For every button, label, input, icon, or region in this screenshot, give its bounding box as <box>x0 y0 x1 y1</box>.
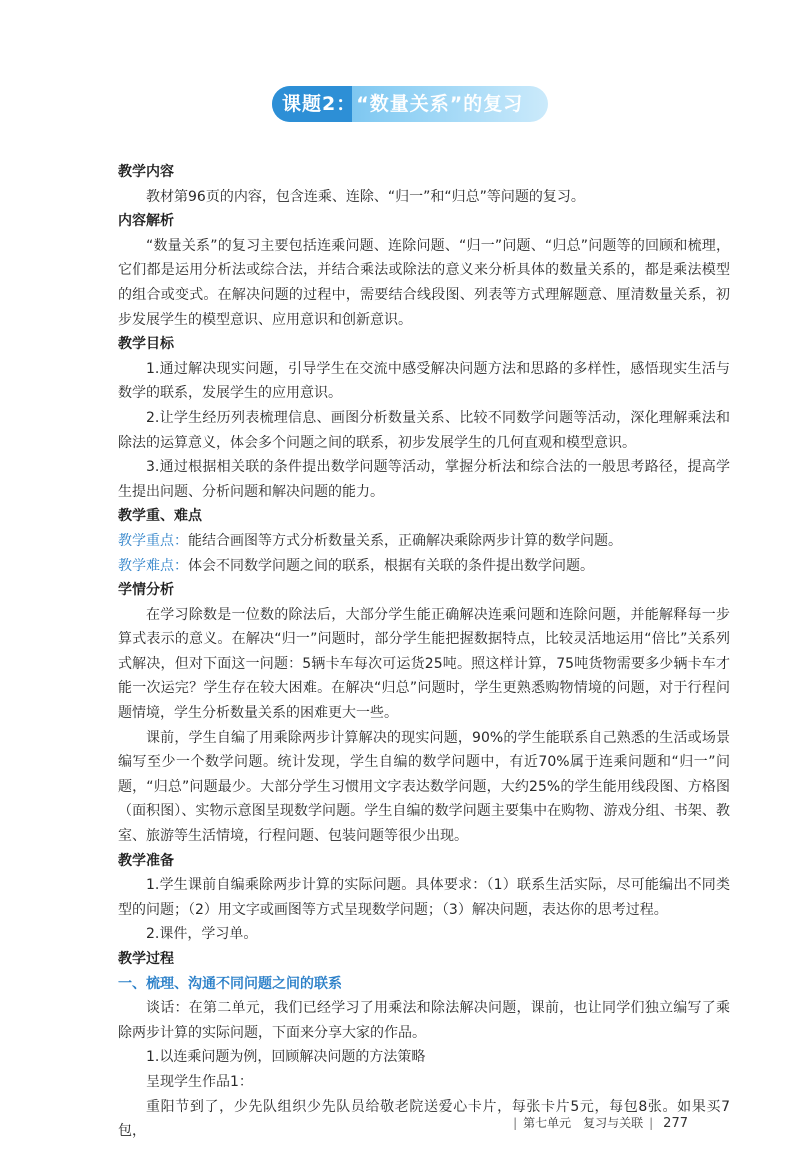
footer-divider: | <box>513 1116 518 1130</box>
content-text: 教材第96页的内容，包含连乘、连除、“归一”和“归总”等问题的复习。 <box>146 188 585 205</box>
work-text: 重阳节到了，少先队组织少先队员给敬老院送爱心卡片，每张卡片5元，每包8张。如果买7包， <box>118 1098 730 1140</box>
difficulty-label: 教学难点： <box>118 557 188 574</box>
learner-paragraph: 课前，学生自编了用乘除两步计算解决的现实问题，90%的学生能联系自己熟悉的生活或场景编写至少一个数学问题。统计发现，学生自编的数学问题中，有近70%属于连乘问题和“归一”问题，“归总”问题最少。大部分学生习惯用文字表达数学问题，大约25%的学生能用线段图、方格图（面积图）、实物示意图呈现数学问题。学生自编的数学问题主要集中在购物、游戏分组、书架、教室、旅游等生活情境，行程问题、包装问题等很少出现。 <box>118 729 730 845</box>
lesson-title: 课题2：“数量关系”的复习 <box>282 93 524 115</box>
footer-unit: 第七单元 复习与关联 <box>523 1116 644 1130</box>
prep-item: 2.课件，学习单。 <box>146 926 258 943</box>
talk-text: 谈话：在第二单元，我们已经学习了用乘法和除法解决问题，课前，也让同学们独立编写了乘除两步计算的实际问题，下面来分享大家的作品。 <box>118 1000 730 1041</box>
section-heading-learner: 学情分析 <box>118 582 174 599</box>
difficulty-text: 体会不同数学问题之间的联系，根据有关联的条件提出数学问题。 <box>188 557 594 574</box>
key-point-text: 能结合画图等方式分析数量关系，正确解决乘除两步计算的数学问题。 <box>188 532 622 549</box>
section-heading-goals: 教学目标 <box>118 336 174 353</box>
analysis-text: “数量关系”的复习主要包括连乘问题、连除问题、“归一”问题、“归总”问题等的回顾和梳理，它们都是运用分析法或综合法，并结合乘法或除法的意义来分析具体的数量关系的，都是乘法模型的组合或变式。在解决问题的过程中，需要结合线段图、列表等方式理解题意、厘清数量关系，初步发展学生的模型意识、应用意识和创新意识。 <box>118 237 730 328</box>
page-body <box>118 160 730 1144</box>
difficulty-point <box>118 554 730 579</box>
footer-divider: | <box>649 1116 654 1130</box>
section-heading-analysis: 内容解析 <box>118 213 174 230</box>
goal-item: 2.让学生经历列表梳理信息、画图分析数量关系、比较不同数学问题等活动，深化理解乘法和除法的运算意义，体会多个问题之间的联系，初步发展学生的几何直观和模型意识。 <box>118 409 730 451</box>
section-heading-process: 教学过程 <box>118 951 174 967</box>
learner-paragraph: 在学习除数是一位数的除法后，大部分学生能正确解决连乘问题和连除问题，并能解释每一步算式表示的意义。在解决“归一”问题时，部分学生能把握数据特点，比较灵活地运用“倍比”关系列式解决，但对下面这一问题：5辆卡车每次可运货25吨。照这样计算，75吨货物需要多少辆卡车才能一次运完？学生存在较大困难。在解决“归总”问题时，学生更熟悉购物情境的问题，对于行程问题情境，学生分析数量关系的困难更大一些。 <box>118 606 730 722</box>
goal-item: 3.通过根据相关联的条件提出数学问题等活动，掌握分析法和综合法的一般思考路径，提高学生提出问题、分析问题和解决问题的能力。 <box>118 459 730 500</box>
key-point-label: 教学重点： <box>118 532 188 549</box>
section-heading-prep: 教学准备 <box>118 852 174 869</box>
goal-item: 1.通过解决现实问题，引导学生在交流中感受解决问题方法和思路的多样性，感悟现实生活与数学的联系，发展学生的应用意识。 <box>118 360 730 402</box>
key-point <box>118 529 730 554</box>
part-one-title: 一、梳理、沟通不同问题之间的联系 <box>118 975 342 992</box>
page-number: 277 <box>663 1116 688 1131</box>
page-footer <box>507 1114 688 1131</box>
section-heading-content: 教学内容 <box>118 164 174 180</box>
lesson-title-banner <box>272 86 548 122</box>
section-heading-key-points: 教学重、难点 <box>118 508 202 525</box>
prep-item: 1.学生课前自编乘除两步计算的实际问题。具体要求：（1）联系生活实际，尽可能编出不同类型的问题；（2）用文字或画图等方式呈现数学问题；（3）解决问题，表达你的思考过程。 <box>118 877 730 918</box>
work-label: 呈现学生作品1： <box>146 1073 253 1090</box>
step-item: 1.以连乘问题为例，回顾解决问题的方法策略 <box>146 1049 426 1066</box>
